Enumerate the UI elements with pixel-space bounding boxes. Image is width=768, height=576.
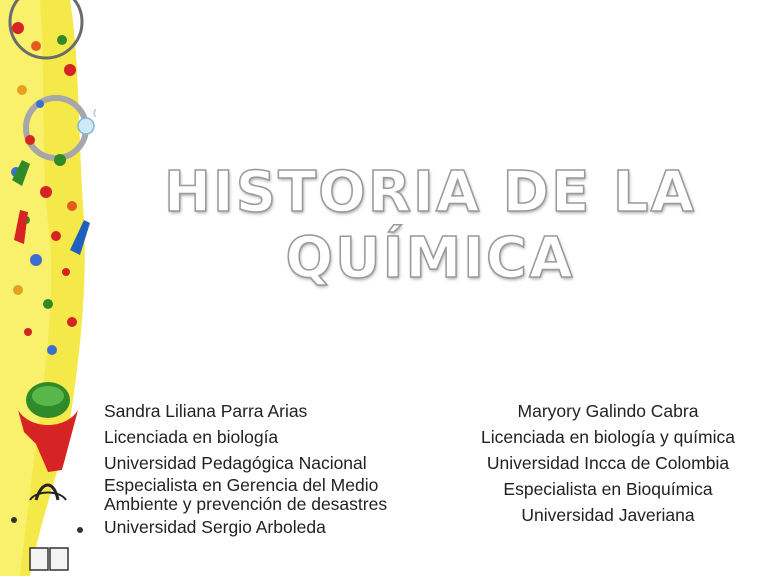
author-left-university: Universidad Pedagógica Nacional: [104, 453, 367, 473]
title-line-1: HISTORIA DE LA: [164, 160, 696, 225]
author-right-specialization: Especialista en Bioquímica: [503, 479, 713, 499]
author-right-degree: Licenciada en biología y química: [481, 427, 735, 447]
author-left-specialization-line1: Especialista en Gerencia del Medio: [104, 475, 379, 495]
author-right-university: Universidad Incca de Colombia: [486, 453, 730, 473]
author-left-university2: Universidad Sergio Arboleda: [104, 517, 326, 537]
author-right-name: Maryory Galindo Cabra: [517, 401, 699, 421]
page-title: [150, 160, 710, 292]
chemistry-clipart-icon: [0, 0, 96, 576]
author-left-degree: Licenciada en biología: [104, 427, 279, 447]
author-left-block: [104, 398, 464, 540]
author-left-name: Sandra Liliana Parra Arias: [104, 401, 308, 421]
author-right-block: [458, 398, 758, 528]
title-line-2: QUÍMICA: [285, 226, 575, 291]
author-right-university2: Universidad Javeriana: [521, 505, 695, 525]
author-left-specialization-line2: Ambiente y prevención de desastres: [104, 494, 388, 514]
